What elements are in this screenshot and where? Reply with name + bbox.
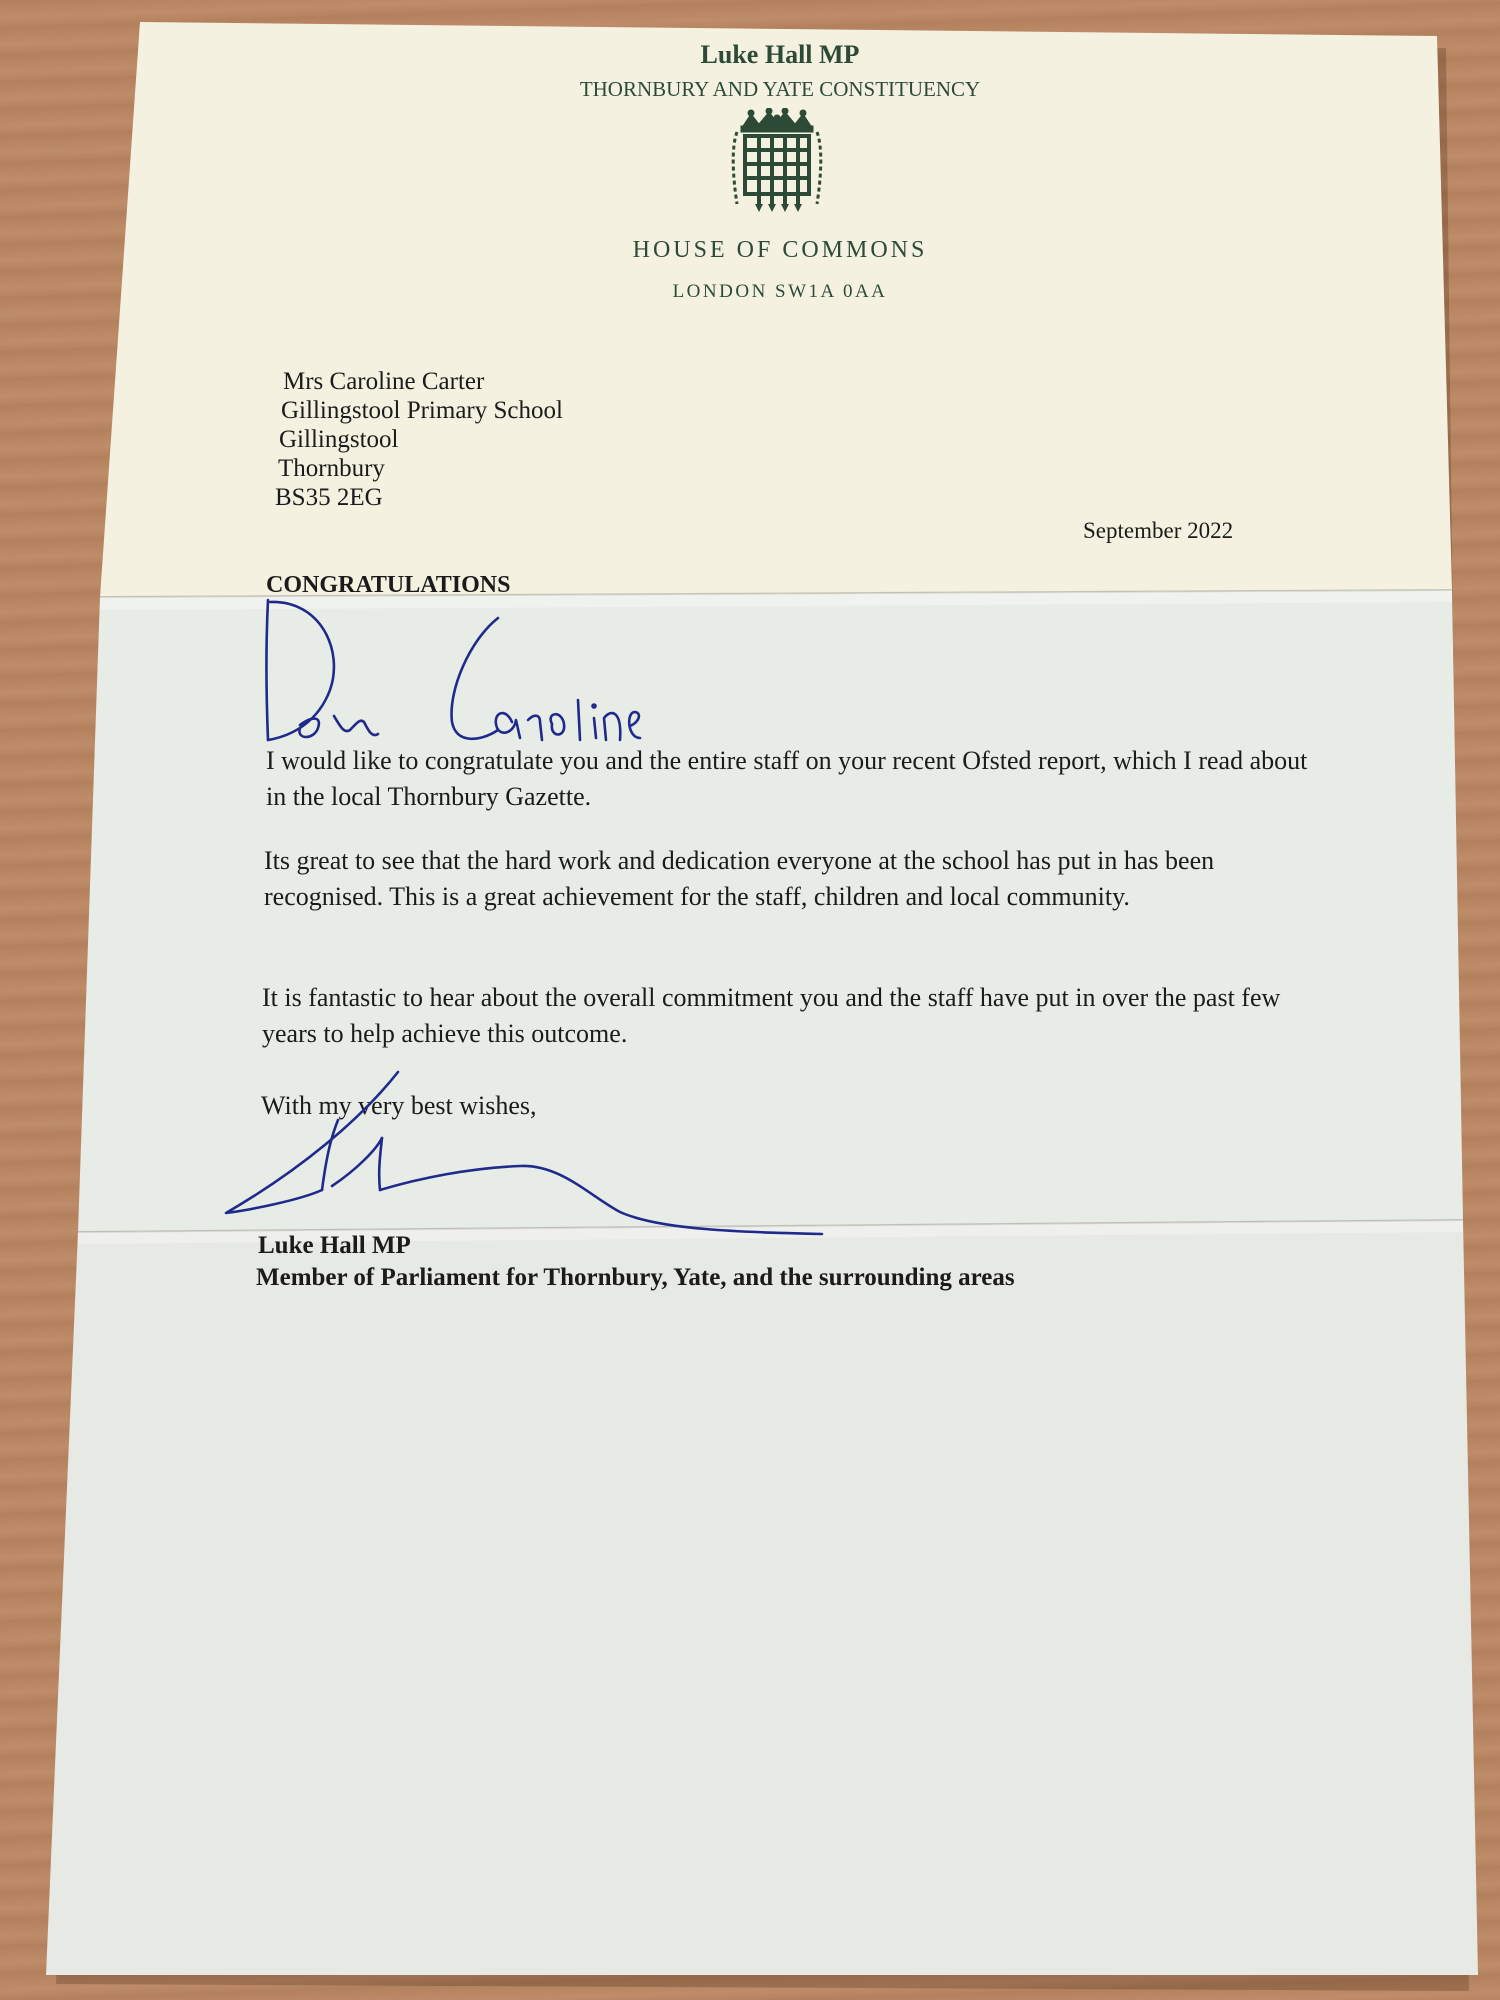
handwritten-salutation-dear (267, 600, 379, 740)
body-paragraph: It is fantastic to hear about the overall commitment you and the staff have put in over the past few years to help achieve this outcome. (262, 983, 1281, 1048)
letterhead-mp-name: Luke Hall MP (700, 40, 860, 69)
handwritten-salutation-caroline (452, 618, 640, 740)
letterhead-postal-address: LONDON SW1A 0AA (672, 281, 888, 302)
body-paragraph: Its great to see that the hard work and dedication everyone at the school has put in has been recognised. This is a great achievement for the staff, children and local community. (264, 846, 1215, 911)
recipient-line: Gillingstool Primary School (281, 397, 563, 424)
body-paragraph: I would like to congratulate you and the entire staff on your recent Ofsted report, which I read about in the local Thornbury Gazette. (266, 746, 1308, 811)
closing-line: With my very best wishes, (261, 1091, 537, 1120)
recipient-line: Mrs Caroline Carter (283, 368, 485, 395)
recipient-line: BS35 2EG (275, 484, 383, 511)
letter-heading: CONGRATULATIONS (266, 572, 511, 598)
recipient-line: Thornbury (278, 455, 385, 482)
signatory-name: Luke Hall MP (258, 1232, 411, 1259)
handwritten-signature (226, 1072, 822, 1234)
signatory-title: Member of Parliament for Thornbury, Yate, and the surrounding areas (256, 1264, 1015, 1291)
recipient-line: Gillingstool (279, 426, 399, 453)
letterhead-constituency: THORNBURY AND YATE CONSTITUENCY (579, 77, 981, 101)
letterhead-house: HOUSE OF COMMONS (632, 237, 928, 263)
letter-date: September 2022 (1083, 518, 1234, 543)
